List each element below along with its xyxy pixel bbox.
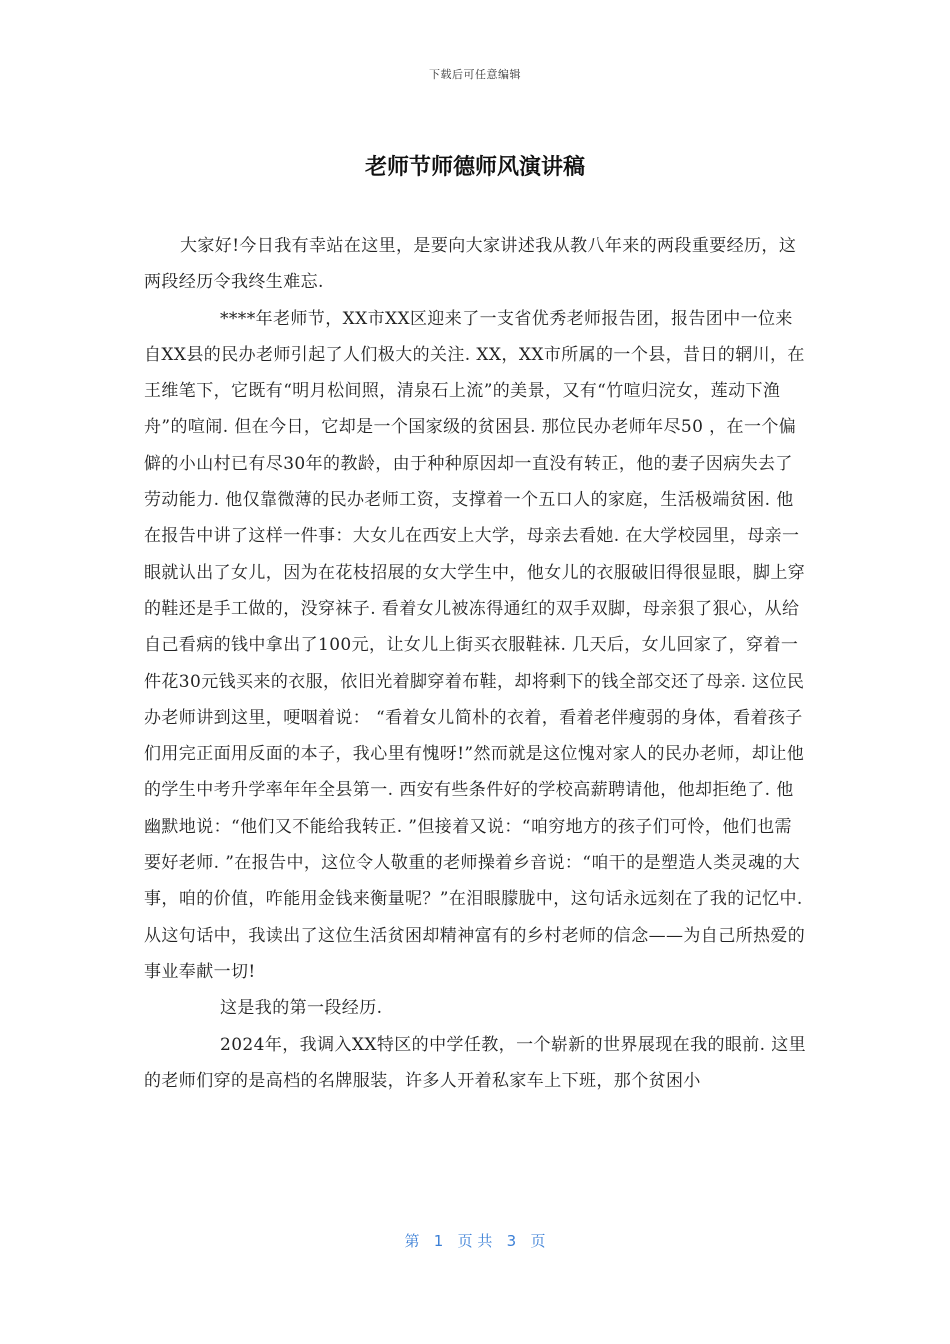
paragraph-intro: 大家好!今日我有幸站在这里，是要向大家讲述我从教八年来的两段重要经历，这两段经历令我终生难忘. — [144, 236, 797, 293]
document-title: 老师节师德师风演讲稿 — [364, 155, 585, 180]
page-number-footer: 第 1 页 共 3 页 — [404, 1232, 546, 1250]
paragraph-first-experience: 这是我的第一段经历. — [220, 998, 383, 1019]
paragraph-second-experience: 2024年，我调入XX特区的中学任教，一个崭新的世界展现在我的眼前. 这里的老师们穿的是高档的名牌服装，许多人开着私家车上下班，那个贫困小 — [144, 1034, 807, 1091]
paragraph-story: ****年老师节，XX市XX区迎来了一支省优秀老师报告团，报告团中一位来自XX县的民办老师引起了人们极大的关注. XX，XX市所属的一个县，昔日的辋川，在王维笔下，它既有“明月松间照，清泉石上流”的美景，又有“竹喧归浣女，莲动下渔舟”的喧闹. 但在今日，它却是一个国家级的贫困县. 那位民办老师年尽50 ，在一个偏僻的小山村已有尽30年的教龄，由于种种原因却一直没有转正，他的妻子因病失去了劳动能力. 他仅靠微薄的民办老师工资，支撑着一个五口人的家庭，生活极端贫困. 他在报告中讲了这样一件事：大女儿在西安上大学，母亲去看她. 在大学校园里，母亲一眼就认出了女儿，因为在花枝招展的女大学生中，他女儿的衣服破旧得很显眼，脚上穿的鞋还是手工做的，没穿袜子. 看着女儿被冻得通红的双手双脚，母亲狠了狠心，从给自己看病的钱中拿出了100元，让女儿上街买衣服鞋袜. 几天后，女儿回家了，穿着一件花30元钱买来的衣服，依旧光着脚穿着布鞋，却将剩下的钱全部交还了母亲. 这位民办老师讲到这里，哽咽着说： “看着女儿简朴的衣着，看着老伴瘦弱的身体，看着孩子们用完正面用反面的本子，我心里有愧呀!”然而就是这位愧对家人的民办老师，却让他的学生中考升学率年年全县第一. 西安有些条件好的学校高薪聘请他，他却拒绝了. 他幽默地说：“他们又不能给我转正. ”但接着又说：“咱穷地方的孩子们可怜，他们也需要好老师. ”在报告中，这位令人敬重的老师操着乡音说：“咱干的是塑造人类灵魂的大事，咱的价值，咋能用金钱来衡量呢？”在泪眼朦胧中，这句话永远刻在了我的记忆中. 从这句话中，我读出了这位生活贫困却精神富有的乡村老师的信念——为自己所热爱的事业奉献一切! — [144, 308, 806, 982]
document-body — [144, 228, 808, 1099]
header-note: 下载后可任意编辑 — [429, 68, 521, 81]
